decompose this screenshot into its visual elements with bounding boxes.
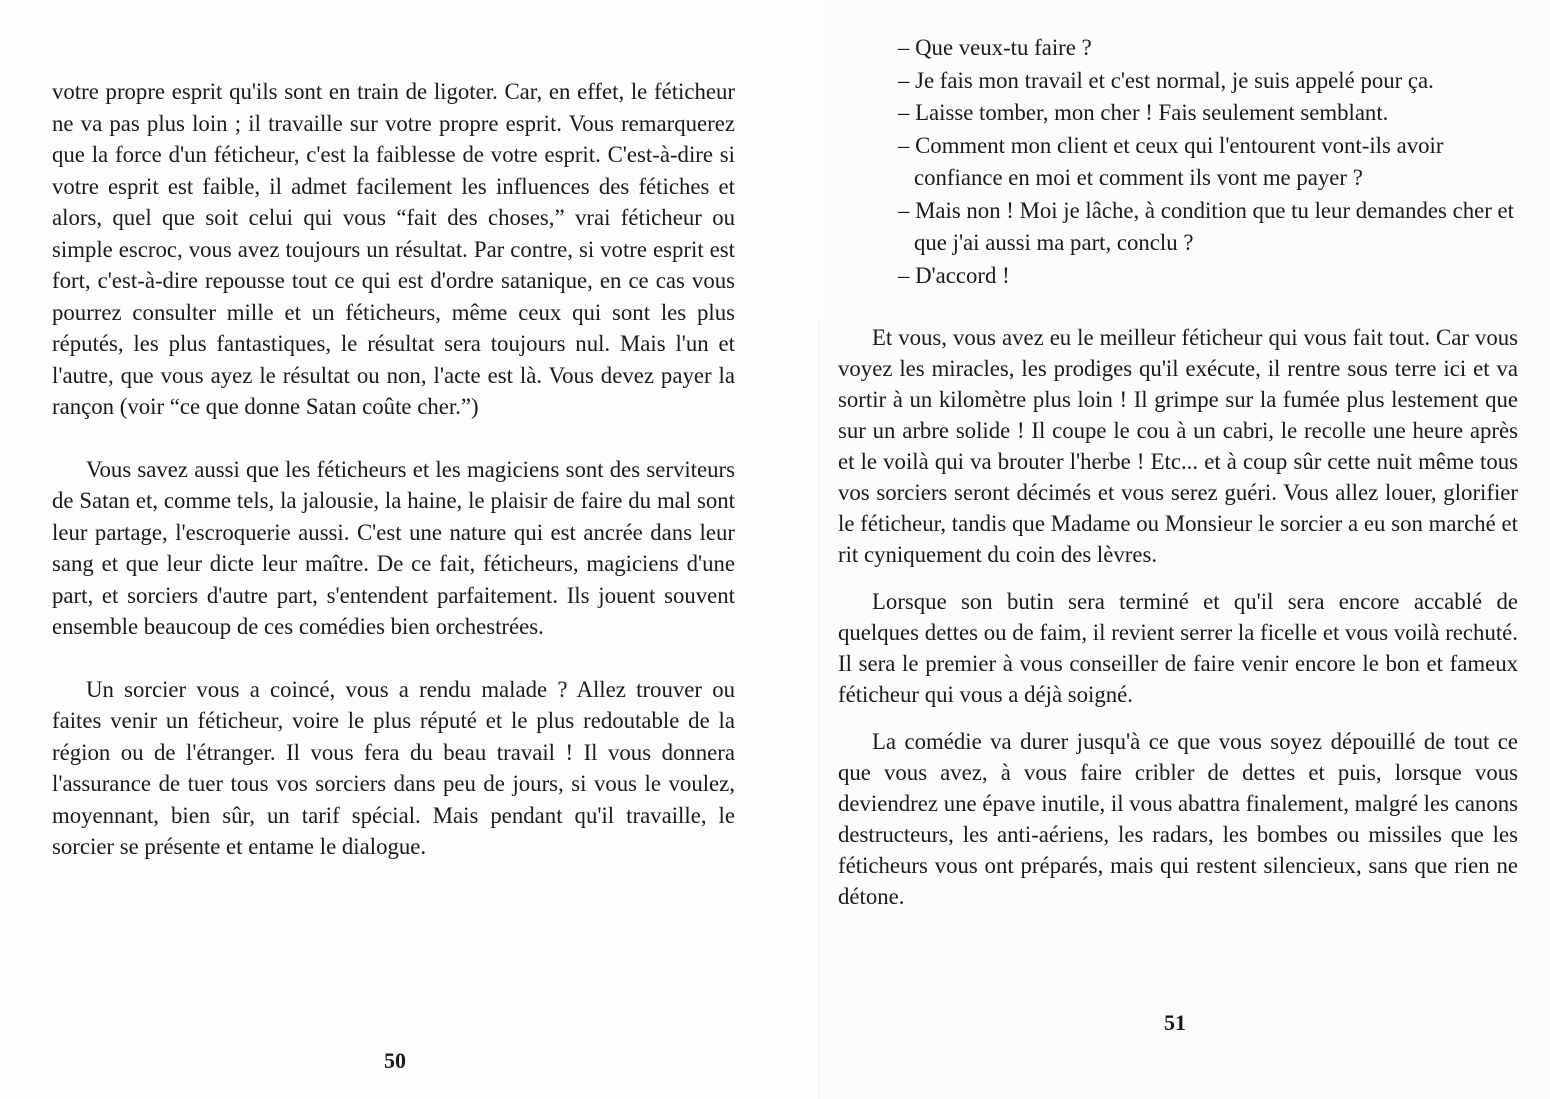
paragraph: La comédie va durer jusqu'à ce que vous soyez dépouillé de tout ce que vous avez, à vous faire cribler de dettes et puis, lorsque vous deviendrez une épave inutile, il vous abattra finalement, malgré les canons destructeurs, les anti-aériens, les radars, les bombes ou missiles que les féticheurs vous ont préparés, mais qui restent silencieux, sans que rien ne détone. — [838, 729, 1518, 909]
dialogue-line: – D'accord ! — [898, 262, 1010, 288]
left-page-text — [52, 76, 735, 863]
right-page-text — [838, 322, 1518, 912]
dialogue-line: – Je fais mon travail et c'est normal, je suis appelé pour ça. — [898, 67, 1434, 93]
page-number: 51 — [1164, 1010, 1186, 1035]
page-number: 50 — [384, 1048, 406, 1073]
paragraph: votre propre esprit qu'ils sont en train de ligoter. Car, en effet, le féticheur ne va pas plus loin ; il travaille sur votre propre esprit. Vous remarquerez que la force d'un féticheur, c'est la faiblesse de votre esprit. C'est-à-dire si votre esprit est faible, il admet facilement les influences des fétiches et alors, quel que soit celui qui vous “fait des choses,” vrai féticheur ou simple escroc, vous avez toujours un résultat. Par contre, si votre esprit est fort, c'est-à-dire repousse tout ce qui est d'ordre satanique, en ce cas vous pourrez consulter mille et un féticheurs, même ceux qui sont les plus réputés, les plus fantastiques, le résultat sera toujours nul. Mais l'un et l'autre, que vous ayez le résultat ou non, l'acte est là. Vous devez payer la rançon (voir “ce que donne Satan coûte cher.”) — [52, 79, 735, 419]
paragraph: Et vous, vous avez eu le meilleur féticheur qui vous fait tout. Car vous voyez les miracles, les prodiges qu'il exécute, il rentre sous terre ici et va sortir à un kilomètre plus loin ! Il grimpe sur la fumée plus lestement que sur un arbre solide ! Il coupe le cou à un cabri, le recolle une heure après et le voilà qui va brouter l'herbe ! Etc... et à coup sûr cette nuit même tous vos sorciers seront décimés et vous serez guéri. Vous allez louer, glorifier le féticheur, tandis que Madame ou Monsieur le sorcier a eu son marché et rit cyniquement du coin des lèvres. — [838, 325, 1518, 567]
dialogue-line: – Comment mon client et ceux qui l'entourent vont-ils avoir confiance en moi et comment ils vont me payer ? — [898, 132, 1444, 190]
paragraph: Un sorcier vous a coincé, vous a rendu malade ? Allez trouver ou faites venir un féticheur, voire le plus réputé et le plus redoutable de la région ou de l'étranger. Il vous fera du beau travail ! Il vous donnera l'assurance de tuer tous vos sorciers dans peu de jours, si vous le voulez, moyennant, bien sûr, un tarif spécial. Mais pendant qu'il travaille, le sorcier se présente et entame le dialogue. — [52, 676, 735, 859]
paragraph: Vous savez aussi que les féticheurs et les magiciens sont des serviteurs de Satan et, comme tels, la jalousie, la haine, le plaisir de faire du mal sont leur partage, l'escroquerie aussi. C'est une nature qui est ancrée dans leur sang et que leur dicte leur maître. De ce fait, féticheurs, magiciens d'une part, et sorciers d'autre part, s'entendent parfaitement. Ils jouent souvent ensemble beaucoup de ces comédies bien orchestrées. — [52, 456, 735, 639]
paragraph: Lorsque son butin sera terminé et qu'il sera encore accablé de quelques dettes ou de faim, il revient serrer la ficelle et vous voilà rechuté. Il sera le premier à vous conseiller de faire venir encore le bon et fameux féticheur qui vous a déjà soigné. — [838, 589, 1518, 707]
dialogue-line: – Laisse tomber, mon cher ! Fais seulement semblant. — [898, 100, 1389, 125]
dialogue-block — [898, 32, 1523, 292]
dialogue-line: – Que veux-tu faire ? — [898, 35, 1092, 60]
dialogue-line: – Mais non ! Moi je lâche, à condition que tu leur demandes cher et que j'ai aussi ma part, conclu ? — [898, 197, 1514, 255]
